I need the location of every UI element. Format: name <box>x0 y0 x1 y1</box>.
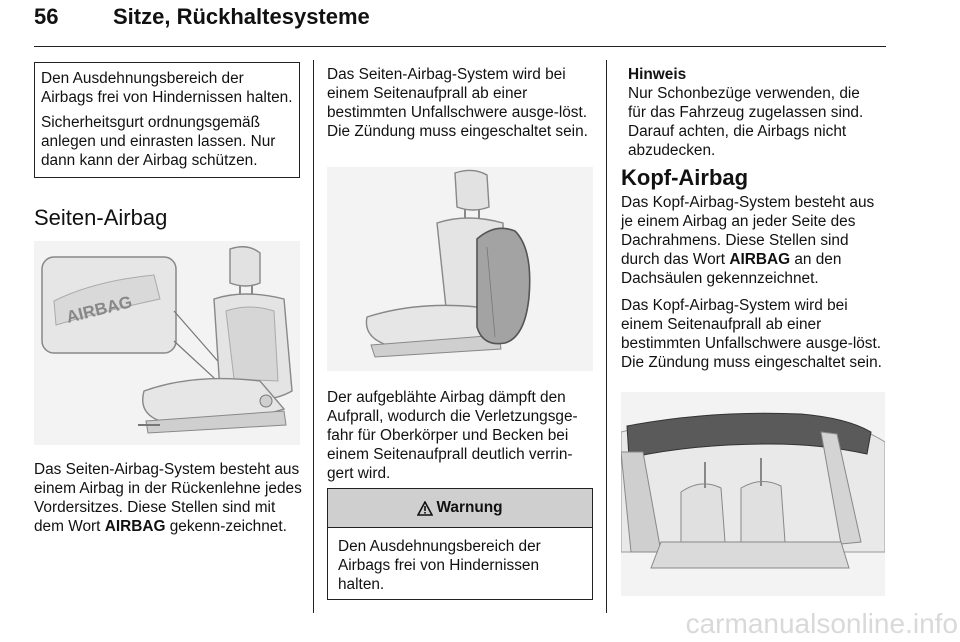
warning-text: Den Ausdehnungsbereich der Airbags frei von Hindernissen halten. <box>338 538 541 593</box>
paragraph-kopf-airbag-1 <box>621 193 887 288</box>
figure-inflated-side-airbag <box>327 167 593 371</box>
car-interior-illustration <box>621 392 885 596</box>
column-2-text <box>327 388 595 491</box>
column-3-text <box>621 193 887 380</box>
paragraph-text: Das Kopf-Airbag-System besteht aus je einem Airbag an jeder Seite des Dachrahmens. Diese Stellen sind durch das Wort <box>621 194 875 268</box>
notice-box <box>34 62 300 178</box>
warning-title: Warnung <box>436 499 503 516</box>
seat-illustration-1 <box>34 241 300 445</box>
warning-triangle-icon <box>417 501 433 516</box>
figure-side-airbag-seat <box>34 241 300 445</box>
column-1 <box>34 62 300 178</box>
column-divider-1 <box>313 60 314 613</box>
airbag-keyword: AIRBAG <box>104 518 166 535</box>
header-divider <box>34 46 886 47</box>
paragraph-seiten-airbag <box>34 460 302 536</box>
column-3 <box>628 65 882 160</box>
section-heading-kopf-airbag: Kopf-Airbag <box>621 165 749 190</box>
watermark: carmanualsonline.info <box>685 608 958 639</box>
section-heading-seiten-airbag: Seiten-Airbag <box>34 205 168 230</box>
airbag-keyword: AIRBAG <box>729 251 791 268</box>
warning-box <box>327 488 593 600</box>
hint-title: Hinweis <box>628 66 687 83</box>
column-divider-2 <box>606 60 607 613</box>
figure-curtain-airbag <box>621 392 885 596</box>
paragraph-text-end: gekenn-zeichnet. <box>165 518 287 535</box>
paragraph-trigger: Das Seiten-Airbag-System wird bei einem Seitenaufprall ab einer bestimmten Unfallschwere ausge-löst. Die Zündung muss eingeschaltet sein. <box>327 66 588 140</box>
hint-text: Nur Schonbezüge verwenden, die für das Fahrzeug zugelassen sind. Darauf achten, die Airbags nicht abzudecken. <box>628 85 864 159</box>
column-2 <box>327 65 595 149</box>
seat-illustration-2 <box>327 167 593 371</box>
paragraph-kopf-airbag-2: Das Kopf-Airbag-System wird bei einem Seitenaufprall ab einer bestimmten Unfallschwere ausge-löst. Die Zündung muss eingeschaltet sein. <box>621 297 882 371</box>
airbag-label-graphic: AIRBAG <box>64 292 135 327</box>
notice-text-2: Sicherheitsgurt ordnungsgemäß anlegen und einrasten lassen. Nur dann kann der Airbag schützen. <box>41 114 276 169</box>
warning-header <box>328 489 592 528</box>
page-number: 56 <box>34 4 59 29</box>
page-title: Sitze, Rückhaltesysteme <box>113 4 370 29</box>
paragraph-text: Das Seiten-Airbag-System besteht aus einem Airbag in der Rückenlehne jedes Vordersitzes. Diese Stellen sind mit dem Wort <box>34 461 302 535</box>
paragraph-text-end: an den Dachsäulen gekennzeichnet. <box>621 251 842 287</box>
column-1-text <box>34 460 302 544</box>
paragraph-inflated-airbag: Der aufgeblähte Airbag dämpft den Aufprall, wodurch die Verletzungsge-fahr für Oberkörper und Becken bei einem Seitenaufprall deutlich verrin-gert wird. <box>327 389 578 482</box>
notice-text-1: Den Ausdehnungsbereich der Airbags frei von Hindernissen halten. <box>41 70 293 106</box>
